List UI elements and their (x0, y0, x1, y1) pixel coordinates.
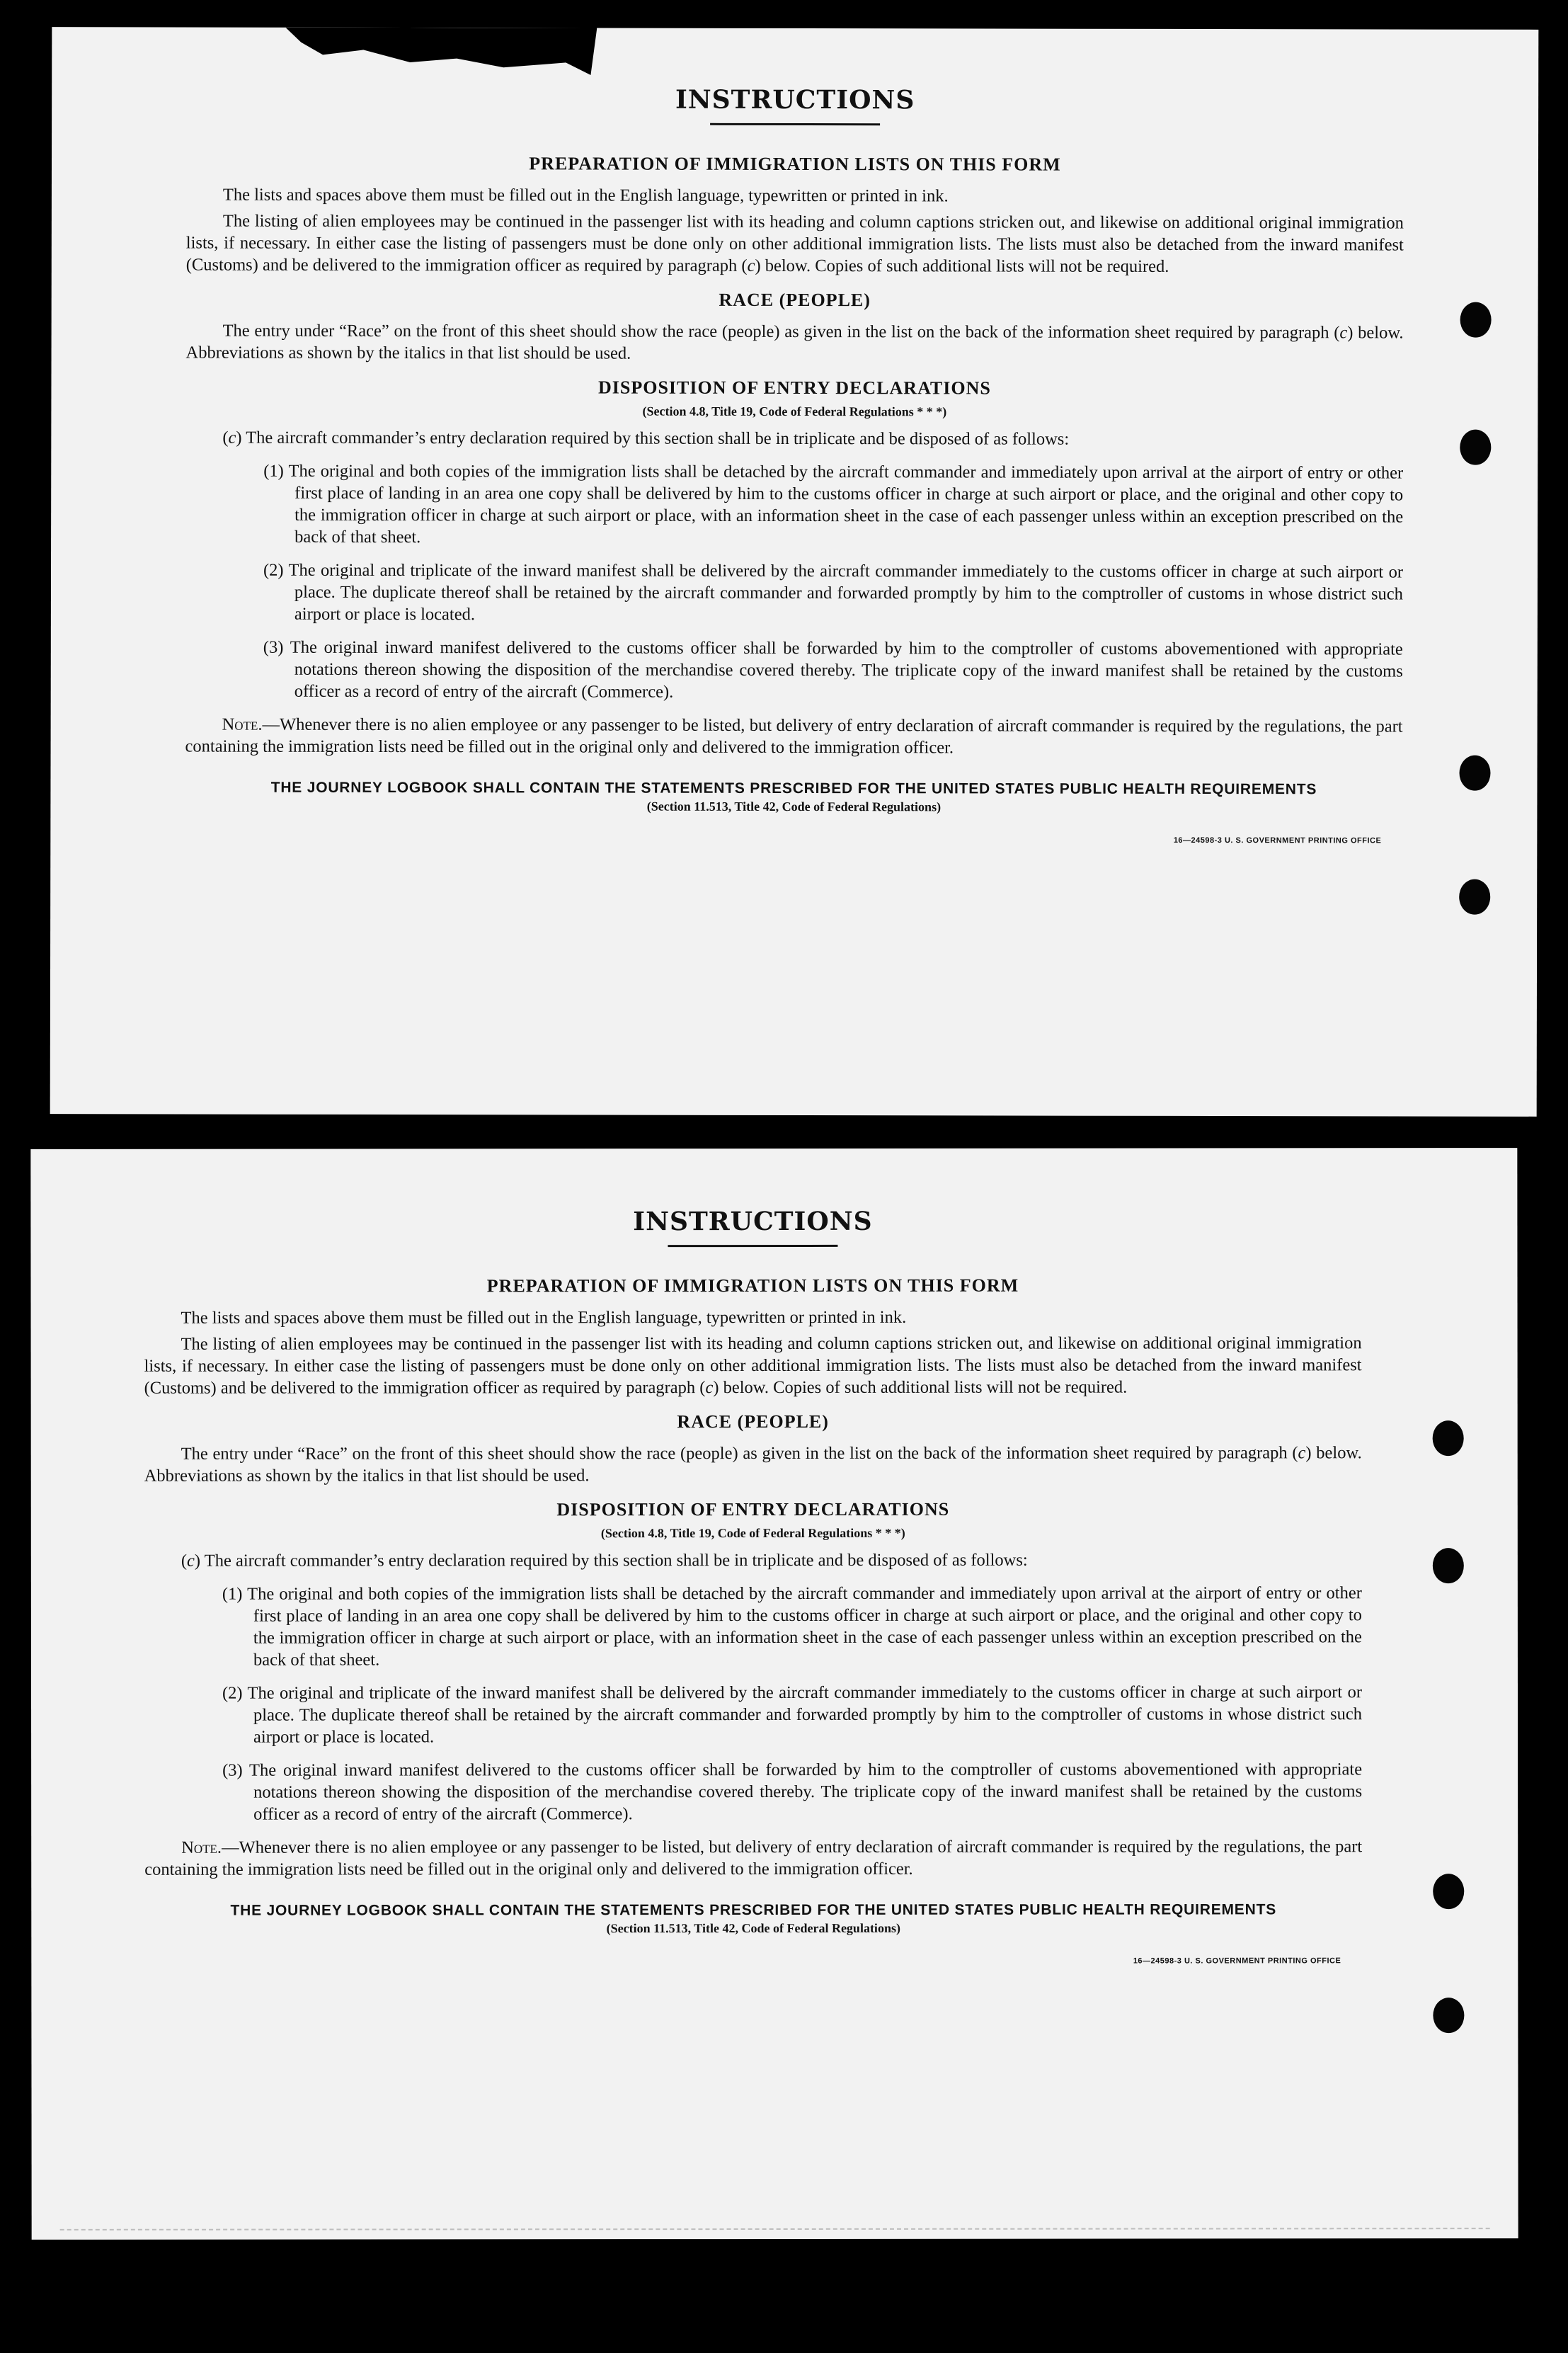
disposition-item-3: (3) The original inward manifest delivered to the customs officer shall be forwarded by him to the comptroller of customs abovementioned with appropriate notations thereon showing the disposition of the merchandise covered thereby. The triplicate copy of the inward manifest shall be retained by the customs officer as a record of entry of the aircraft (Commerce). (222, 1760, 1363, 1824)
race-paragraph: The entry under “Race” on the front of this sheet should show the race (people) as given in the list on the back of the information sheet required by paragraph (c) below. Abbreviations as shown by the italics in that list should be used. (144, 1443, 1362, 1486)
punch-hole (1460, 430, 1491, 465)
disposition-citation: (Section 4.8, Title 19, Code of Federal Regulations * * *) (600, 1525, 905, 1541)
punch-hole (1459, 879, 1490, 915)
disposition-item-1: (1) The original and both copies of the immigration lists shall be detached by the aircraft commander and immediately upon arrival at the airport of entry or other first place of landing in an area one copy shall be delivered by him to the customs officer in charge at such airport or place, and the original and other copy to the immigration officer in charge at such airport or place, with an information sheet in the case of each passenger unless within an exception prescribed on the back of that sheet. (222, 1583, 1362, 1670)
printer-imprint: 16—24598-3 U. S. GOVERNMENT PRINTING OFFICE (1173, 836, 1382, 845)
instruction-sheet-top (50, 27, 1539, 1117)
disposition-intro: (c) The aircraft commander’s entry declaration required by this section shall be in triplicate and be disposed of as follows: (222, 428, 1070, 449)
race-heading: RACE (PEOPLE) (719, 289, 871, 311)
health-requirements-citation: (Section 11.513, Title 42, Code of Federal Regulations) (646, 799, 942, 814)
prep-heading: PREPARATION OF IMMIGRATION LISTS ON THIS FORM (529, 153, 1061, 175)
title-underline (710, 123, 880, 125)
note-paragraph: Note.—Whenever there is no alien employee or any passenger to be listed, but delivery of entry declaration of aircraft commander is required by the regulations, the part containing the immigration lists need be filled out in the original only and delivered to the immigration officer. (144, 1837, 1363, 1879)
perforation-line (60, 2228, 1490, 2230)
race-heading: RACE (PEOPLE) (677, 1411, 829, 1432)
disposition-item-1: (1) The original and both copies of the immigration lists shall be detached by the aircraft commander and immediately upon arrival at the airport of entry or other first place of landing in an area one copy shall be delivered by him to the customs officer in charge at such airport or place, and the original and other copy to the immigration officer in charge at such airport or place, with an information sheet in the case of each passenger unless within an exception prescribed on the back of that sheet. (263, 461, 1404, 547)
document-title: INSTRUCTIONS (675, 84, 915, 115)
prep-paragraph-1: The lists and spaces above them must be filled out in the English language, typewritten or printed in ink. (181, 1307, 907, 1328)
health-requirements-heading: THE JOURNEY LOGBOOK SHALL CONTAIN THE STATEMENTS PRESCRIBED FOR THE UNITED STATES PUBLIC HEALTH REQUIREMENTS (270, 779, 1317, 798)
instruction-sheet-bottom (30, 1148, 1518, 2240)
disposition-intro: (c) The aircraft commander’s entry declaration required by this section shall be in triplicate and be disposed of as follows: (181, 1550, 1028, 1571)
punch-hole (1433, 1998, 1464, 2033)
torn-corner (285, 28, 597, 78)
prep-heading: PREPARATION OF IMMIGRATION LISTS ON THIS FORM (486, 1275, 1019, 1297)
race-paragraph: The entry under “Race” on the front of this sheet should show the race (people) as given in the list on the back of the information sheet required by paragraph (c) below. Abbreviations as shown by the italics in that list should be used. (185, 321, 1404, 363)
punch-hole (1433, 1874, 1464, 1909)
punch-hole (1433, 1548, 1464, 1583)
prep-paragraph-2: The listing of alien employees may be continued in the passenger list with its heading and column captions stricken out, and likewise on additional original immigration lists, if necessary. In either case the listing of passengers must be done only on other additional immigration lists. The lists must also be detached from the inward manifest (Customs) and be delivered to the immigration officer as required by paragraph (c) below. Copies of such additional lists will not be required. (144, 1333, 1362, 1398)
health-requirements-citation: (Section 11.513, Title 42, Code of Federal Regulations) (606, 1920, 900, 1936)
disposition-citation: (Section 4.8, Title 19, Code of Federal Regulations * * *) (642, 404, 947, 419)
punch-hole (1460, 302, 1492, 338)
document-body (144, 1206, 1362, 1966)
disposition-item-2: (2) The original and triplicate of the inward manifest shall be delivered by the aircraft commander immediately to the customs officer in charge at such airport or place. The duplicate thereof shall be retained by the aircraft commander and forwarded promptly by him to the comptroller of customs in whose district such airport or place is located. (263, 560, 1404, 625)
disposition-item-3: (3) The original inward manifest delivered to the customs officer shall be forwarded by him to the comptroller of customs abovementioned with appropriate notations thereon showing the disposition of the merchandise covered thereby. The triplicate copy of the inward manifest shall be retained by the customs officer as a record of entry of the aircraft (Commerce). (263, 637, 1403, 702)
document-body (185, 84, 1404, 845)
prep-paragraph-1: The lists and spaces above them must be filled out in the English language, typewritten or printed in ink. (222, 185, 949, 206)
note-paragraph: Note.—Whenever there is no alien employee or any passenger to be listed, but delivery of entry declaration of aircraft commander is required by the regulations, the part containing the immigration lists need be filled out in the original only and delivered to the immigration officer. (185, 714, 1403, 758)
title-underline (668, 1245, 837, 1247)
punch-hole (1433, 1420, 1464, 1456)
disposition-heading: DISPOSITION OF ENTRY DECLARATIONS (556, 1498, 950, 1520)
document-title: INSTRUCTIONS (633, 1206, 873, 1237)
printer-imprint: 16—24598-3 U. S. GOVERNMENT PRINTING OFFICE (1133, 1956, 1341, 1966)
punch-hole (1459, 756, 1490, 791)
disposition-heading: DISPOSITION OF ENTRY DECLARATIONS (598, 377, 991, 399)
health-requirements-heading: THE JOURNEY LOGBOOK SHALL CONTAIN THE STATEMENTS PRESCRIBED FOR THE UNITED STATES PUBLIC HEALTH REQUIREMENTS (230, 1901, 1277, 1919)
disposition-item-2: (2) The original and triplicate of the inward manifest shall be delivered by the aircraft commander immediately to the customs officer in charge at such airport or place. The duplicate thereof shall be retained by the aircraft commander and forwarded promptly by him to the comptroller of customs in whose district such airport or place is located. (222, 1682, 1363, 1747)
prep-paragraph-2: The listing of alien employees may be continued in the passenger list with its heading and column captions stricken out, and likewise on additional original immigration lists, if necessary. In either case the listing of passengers must be done only on other additional immigration lists. The lists must also be detached from the inward manifest (Customs) and be delivered to the immigration officer as required by paragraph (c) below. Copies of such additional lists will not be required. (185, 211, 1404, 276)
